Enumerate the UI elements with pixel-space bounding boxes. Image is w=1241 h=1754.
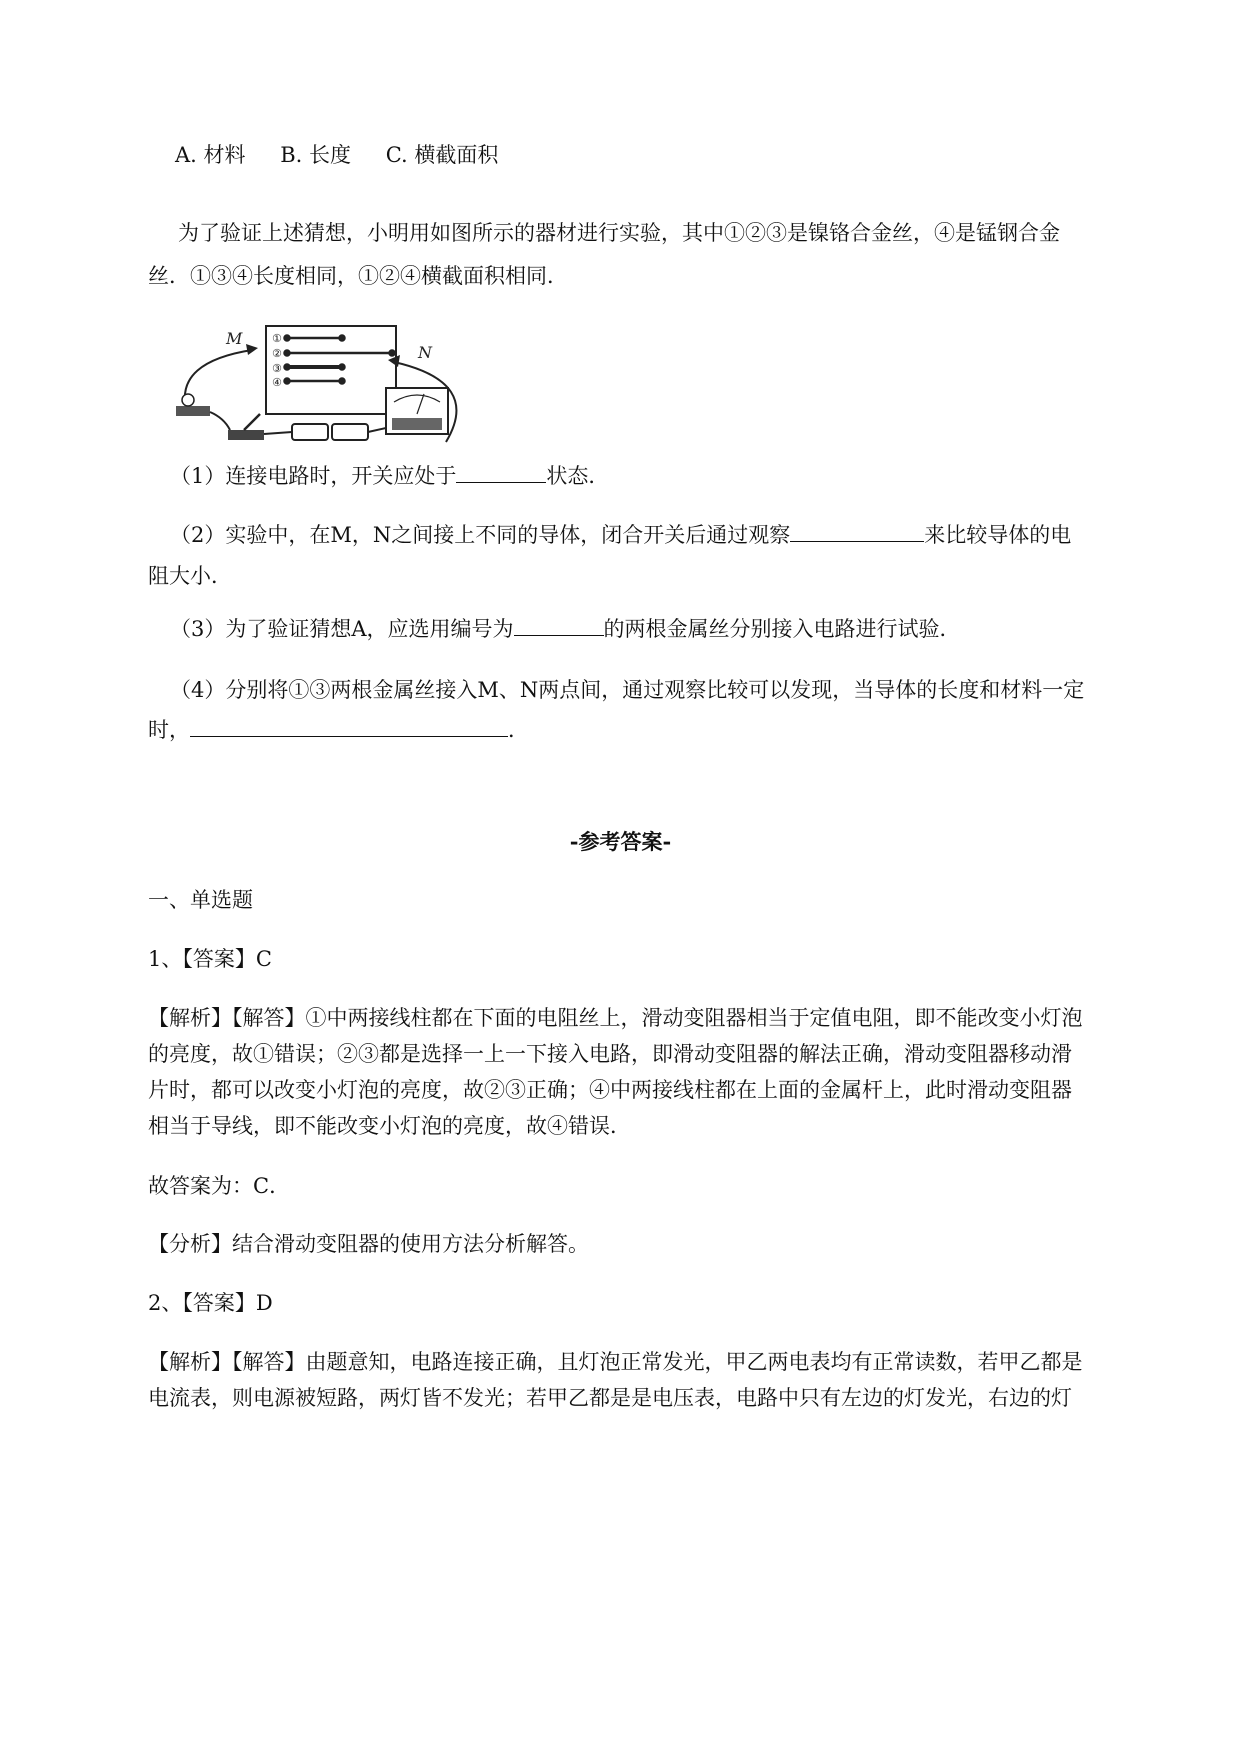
wire-label-3: ③ xyxy=(272,362,282,375)
question-2-line-2: 阻大小． xyxy=(148,564,232,588)
answer-2-line-2: 电流表，则电源被短路，两灯皆不发光；若甲乙都是是电压表，电路中只有左边的灯发光，右边的灯 xyxy=(148,1386,1072,1410)
option-b: B. 长度 xyxy=(280,143,352,167)
options-row xyxy=(175,136,1165,174)
answer-2-label: 2、【答案】D xyxy=(148,1291,273,1315)
battery-2 xyxy=(332,424,368,440)
question-2 xyxy=(170,516,1160,554)
battery-1 xyxy=(292,424,328,440)
question-1 xyxy=(170,457,1160,495)
q3-blank xyxy=(514,613,604,636)
q4-blank xyxy=(190,714,508,737)
question-3 xyxy=(170,610,1160,648)
answer-1-line-4: 相当于导线，即不能改变小灯泡的亮度，故④错误． xyxy=(148,1114,631,1138)
answer-1-conclusion: 故答案为：C． xyxy=(148,1174,291,1198)
bulb-base xyxy=(176,406,210,416)
label-m: M xyxy=(226,329,243,348)
answer-1-label: 1、【答案】C xyxy=(148,947,272,971)
q1-text-end: 状态． xyxy=(546,464,610,488)
label-n: N xyxy=(418,343,432,362)
switch xyxy=(228,430,264,440)
q3-text-end: 的两根金属丝分别接入电路进行试验． xyxy=(603,617,961,641)
answers-heading: -参考答案- xyxy=(569,829,672,854)
q1-text: （1）连接电路时，开关应处于 xyxy=(170,464,457,488)
answer-1-analysis: 【分析】结合滑动变阻器的使用方法分析解答。 xyxy=(148,1232,589,1256)
question-4-line-1: （4）分别将①③两根金属丝接入M、N两点间，通过观察比较可以发现，当导体的长度和材料一定 xyxy=(170,678,1085,702)
intro-line-1: 为了验证上述猜想，小明用如图所示的器材进行实验，其中①②③是镍铬合金丝，④是锰钢合金 xyxy=(178,221,1060,245)
q2-text: （2）实验中，在M，N之间接上不同的导体，闭合开关后通过观察 xyxy=(170,523,791,547)
answer-2-line-1: 【解析】【解答】由题意知，电路连接正确，且灯泡正常发光，甲乙两电表均有正常读数，若甲乙都是 xyxy=(148,1350,1083,1374)
wire-label-4: ④ xyxy=(272,376,282,389)
q4-text-end: ． xyxy=(508,718,529,742)
answer-1-line-1: 【解析】【解答】①中两接线柱都在下面的电阻丝上，滑动变阻器相当于定值电阻，即不能改变小灯泡 xyxy=(148,1006,1083,1030)
answer-1-line-2: 的亮度，故①错误；②③都是选择一上一下接入电路，即滑动变阻器的解法正确，滑动变阻器移动滑 xyxy=(148,1042,1072,1066)
q2-text-end: 来比较导体的电 xyxy=(924,523,1072,547)
q4-text: 时， xyxy=(148,718,190,742)
wire-label-2: ② xyxy=(272,347,282,360)
option-c: C. 横截面积 xyxy=(385,143,499,167)
q1-blank xyxy=(456,460,546,483)
question-4-line-2 xyxy=(148,711,1138,749)
section-title: 一、单选题 xyxy=(148,888,253,912)
option-a: A. 材料 xyxy=(175,143,246,167)
q3-text: （3）为了验证猜想A，应选用编号为 xyxy=(170,617,514,641)
bulb-icon xyxy=(182,394,194,406)
answer-1-line-3: 片时，都可以改变小灯泡的亮度，故②③正确；④中两接线柱都在上面的金属杆上，此时滑动变阻器 xyxy=(148,1078,1072,1102)
intro-line-2: 丝．①③④长度相同，①②④横截面积相同． xyxy=(148,264,568,288)
wire-label-1: ① xyxy=(272,332,282,345)
q2-blank xyxy=(790,519,924,542)
circuit-diagram xyxy=(172,322,512,472)
